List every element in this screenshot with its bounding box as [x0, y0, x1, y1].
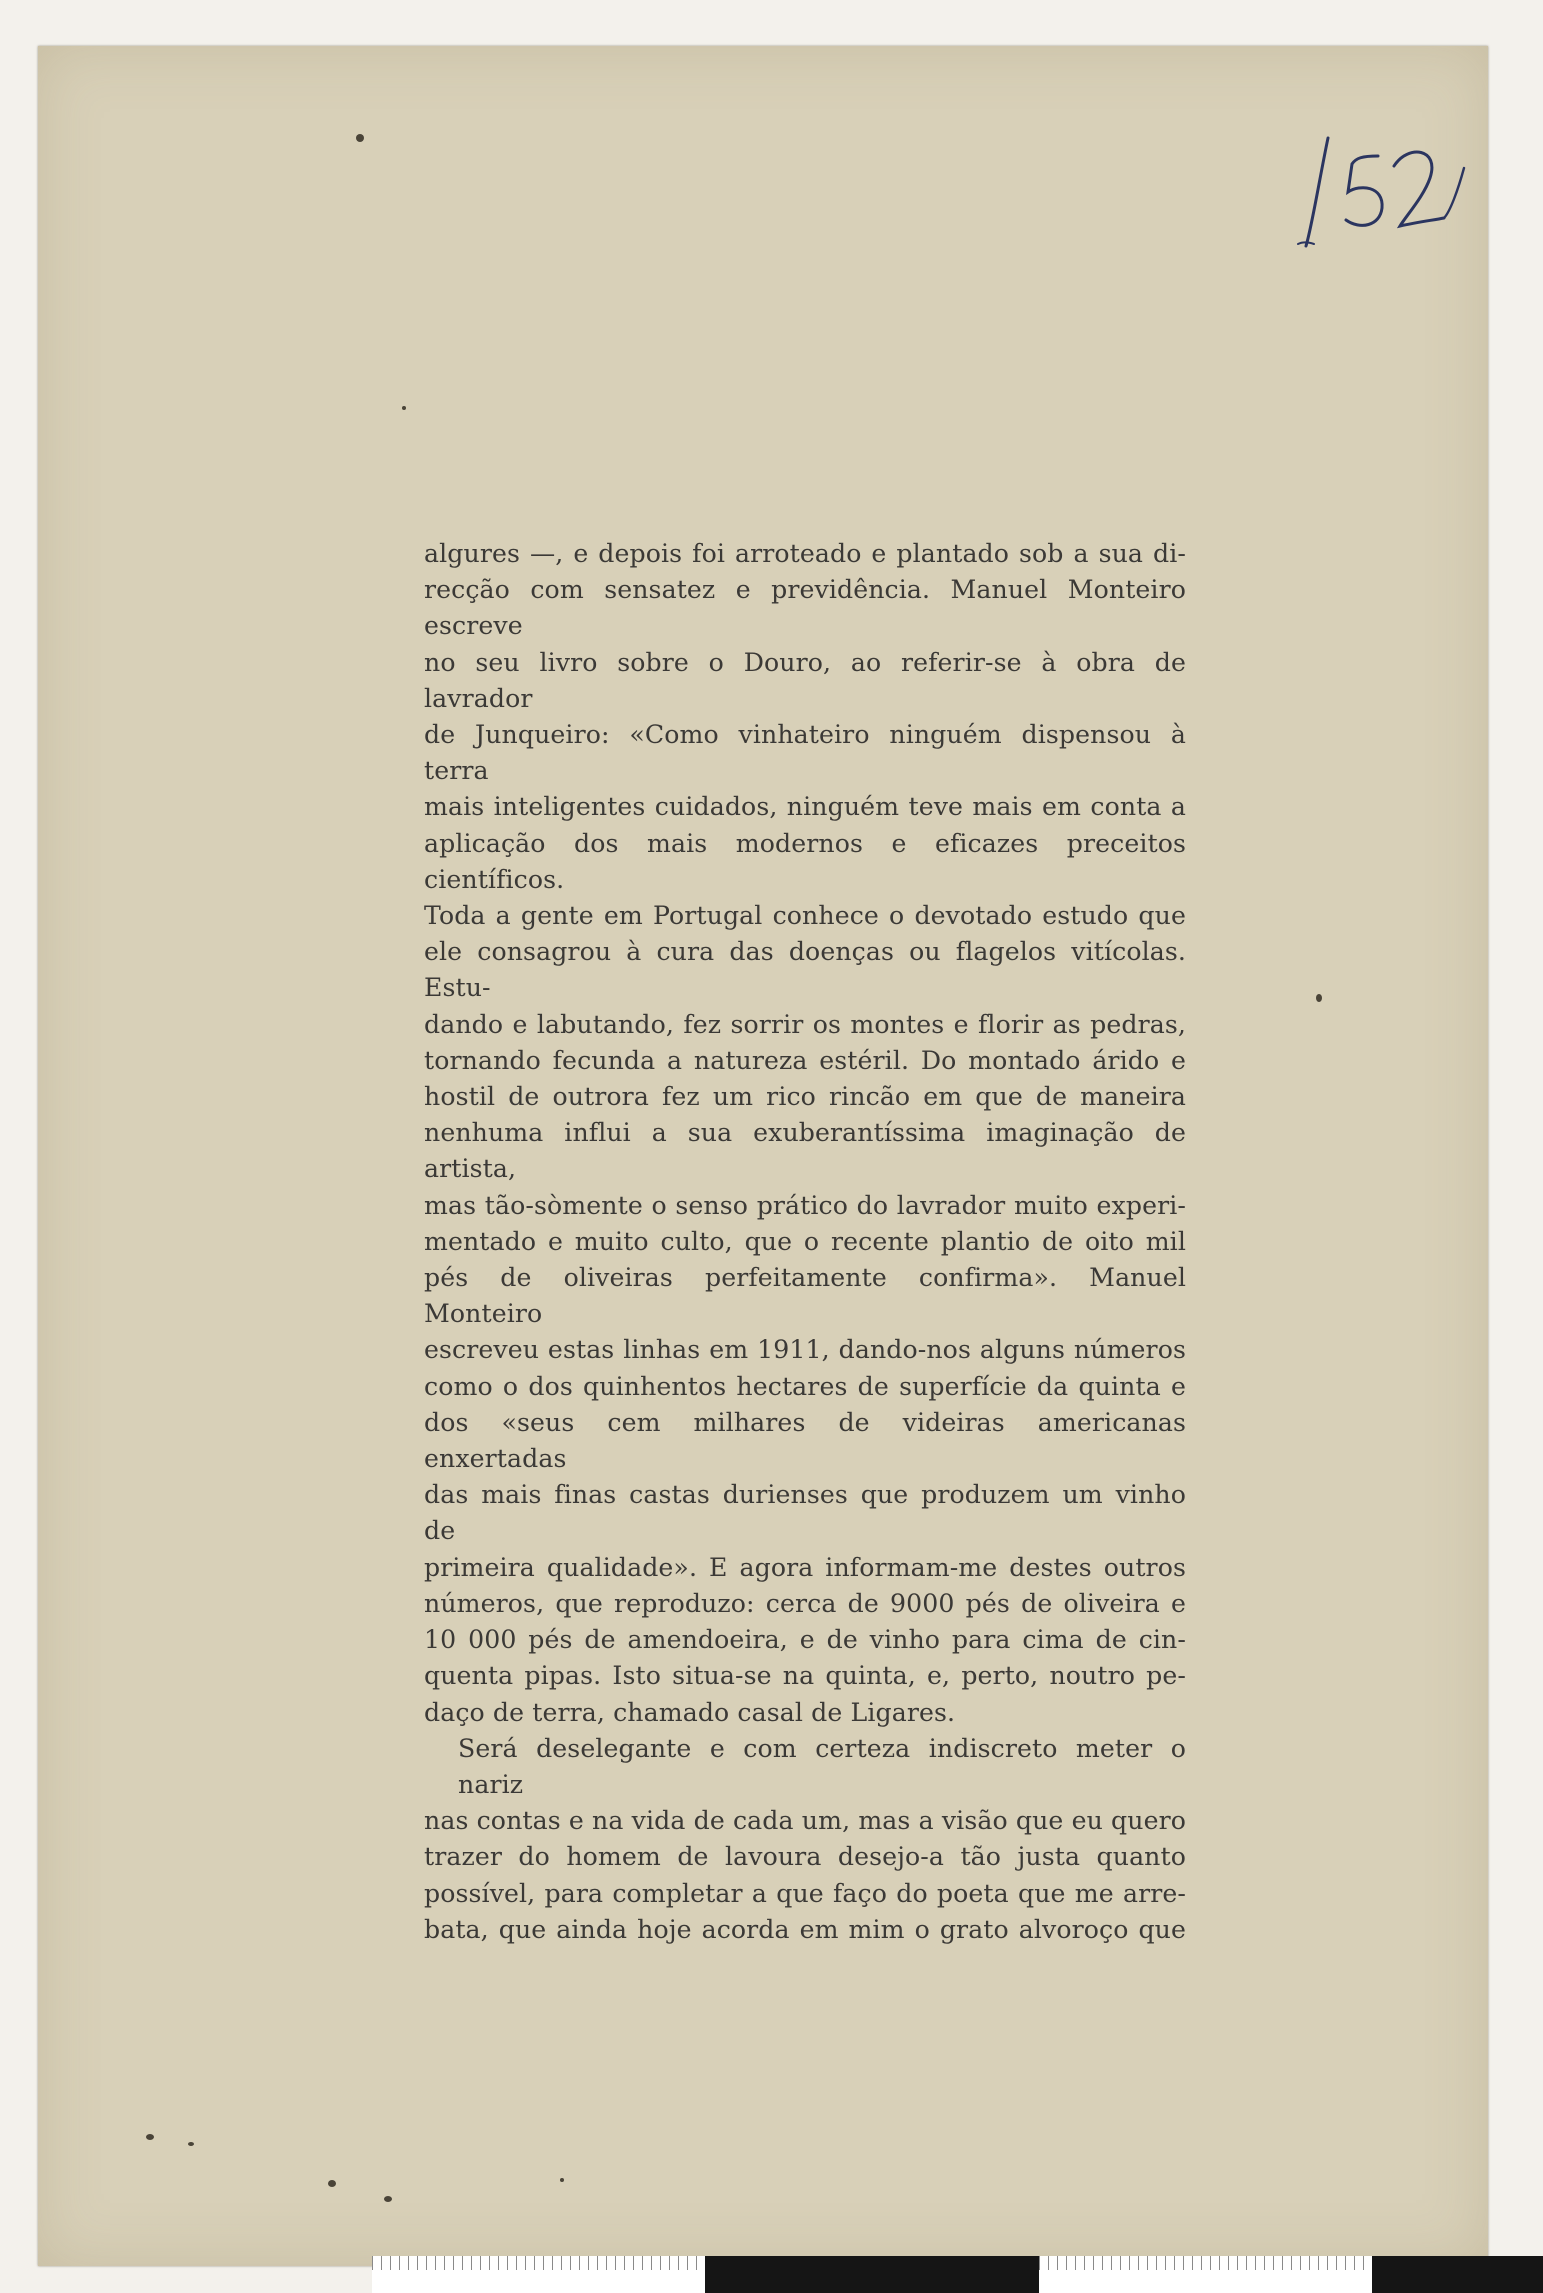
text-line: ele consagrou à cura das doenças ou flagelos vitícolas. Estu- — [424, 937, 1186, 1003]
text-line: quenta pipas. Isto situa-se na quinta, e, perto, noutro pe- — [424, 1661, 1186, 1691]
text-line: nenhuma influi a sua exuberantíssima imaginação de artista, — [424, 1118, 1186, 1184]
text-line: pés de oliveiras perfeitamente confirma». Manuel Monteiro — [424, 1263, 1186, 1329]
text-line: primeira qualidade». E agora informam-me destes outros — [424, 1552, 1186, 1582]
paper-speck — [384, 2196, 392, 2202]
paper-speck — [188, 2142, 194, 2146]
paper-speck — [328, 2180, 336, 2187]
text-line: mas tão-sòmente o senso prático do lavrador muito experi- — [424, 1190, 1186, 1220]
body-text — [424, 536, 1186, 1948]
paper-speck — [356, 134, 364, 142]
text-line: trazer do homem de lavoura desejo-a tão justa quanto — [424, 1842, 1186, 1872]
paper-speck — [1316, 994, 1322, 1002]
text-line: possível, para completar a que faço do poeta que me arre- — [424, 1878, 1186, 1908]
handwritten-folio-icon — [1258, 116, 1488, 266]
paper-speck — [560, 2178, 564, 2182]
text-line: de Junqueiro: «Como vinhateiro ninguém dispensou à terra — [424, 720, 1186, 786]
text-line: 10 000 pés de amendoeira, e de vinho para cima de cin- — [424, 1625, 1186, 1655]
text-line: Será deselegante e com certeza indiscreto meter o nariz — [458, 1733, 1186, 1799]
text-line: mentado e muito culto, que o recente plantio de oito mil — [424, 1226, 1186, 1256]
text-line: das mais finas castas durienses que produzem um vinho de — [424, 1480, 1186, 1546]
text-line: recção com sensatez e previdência. Manuel Monteiro escreve — [424, 575, 1186, 641]
text-line: algures —, e depois foi arroteado e plantado sob a sua di- — [424, 539, 1186, 568]
text-line: tornando fecunda a natureza estéril. Do montado árido e — [424, 1045, 1186, 1075]
text-line: daço de terra, chamado casal de Ligares. — [424, 1697, 956, 1727]
text-line: bata, que ainda hoje acorda em mim o grato alvoroço que — [424, 1914, 1186, 1944]
text-line: mais inteligentes cuidados, ninguém teve mais em conta a — [424, 792, 1186, 822]
text-line: aplicação dos mais modernos e eficazes preceitos científicos. — [424, 828, 1186, 894]
scale-segment-dark — [705, 2256, 1039, 2293]
scale-segment-light — [1039, 2256, 1372, 2293]
folio-text: 152 — [1278, 129, 1294, 138]
text-line: como o dos quinhentos hectares de superfície da quinta e — [424, 1371, 1186, 1401]
paper-speck — [402, 406, 406, 410]
scale-segment-dark — [1372, 2256, 1543, 2293]
paper-speck — [146, 2134, 154, 2140]
color-scale-bar — [372, 2256, 1543, 2293]
text-line: escreveu estas linhas em 1911, dando-nos alguns números — [424, 1335, 1186, 1365]
text-line: Toda a gente em Portugal conhece o devotado estudo que — [424, 901, 1186, 931]
text-line: números, que reproduzo: cerca de 9000 pés de oliveira e — [424, 1588, 1186, 1618]
folio-number — [1258, 116, 1488, 266]
text-line: nas contas e na vida de cada um, mas a visão que eu quero — [424, 1806, 1186, 1836]
text-line: no seu livro sobre o Douro, ao referir-se à obra de lavrador — [424, 647, 1186, 713]
text-line: dando e labutando, fez sorrir os montes e florir as pedras, — [424, 1009, 1186, 1039]
paragraph — [424, 1731, 1186, 1948]
text-line: dos «seus cem milhares de videiras americanas enxertadas — [424, 1407, 1186, 1474]
paragraph — [424, 536, 1186, 1731]
text-line: hostil de outrora fez um rico rincão em que de maneira — [424, 1082, 1186, 1112]
scale-segment-light — [372, 2256, 705, 2293]
